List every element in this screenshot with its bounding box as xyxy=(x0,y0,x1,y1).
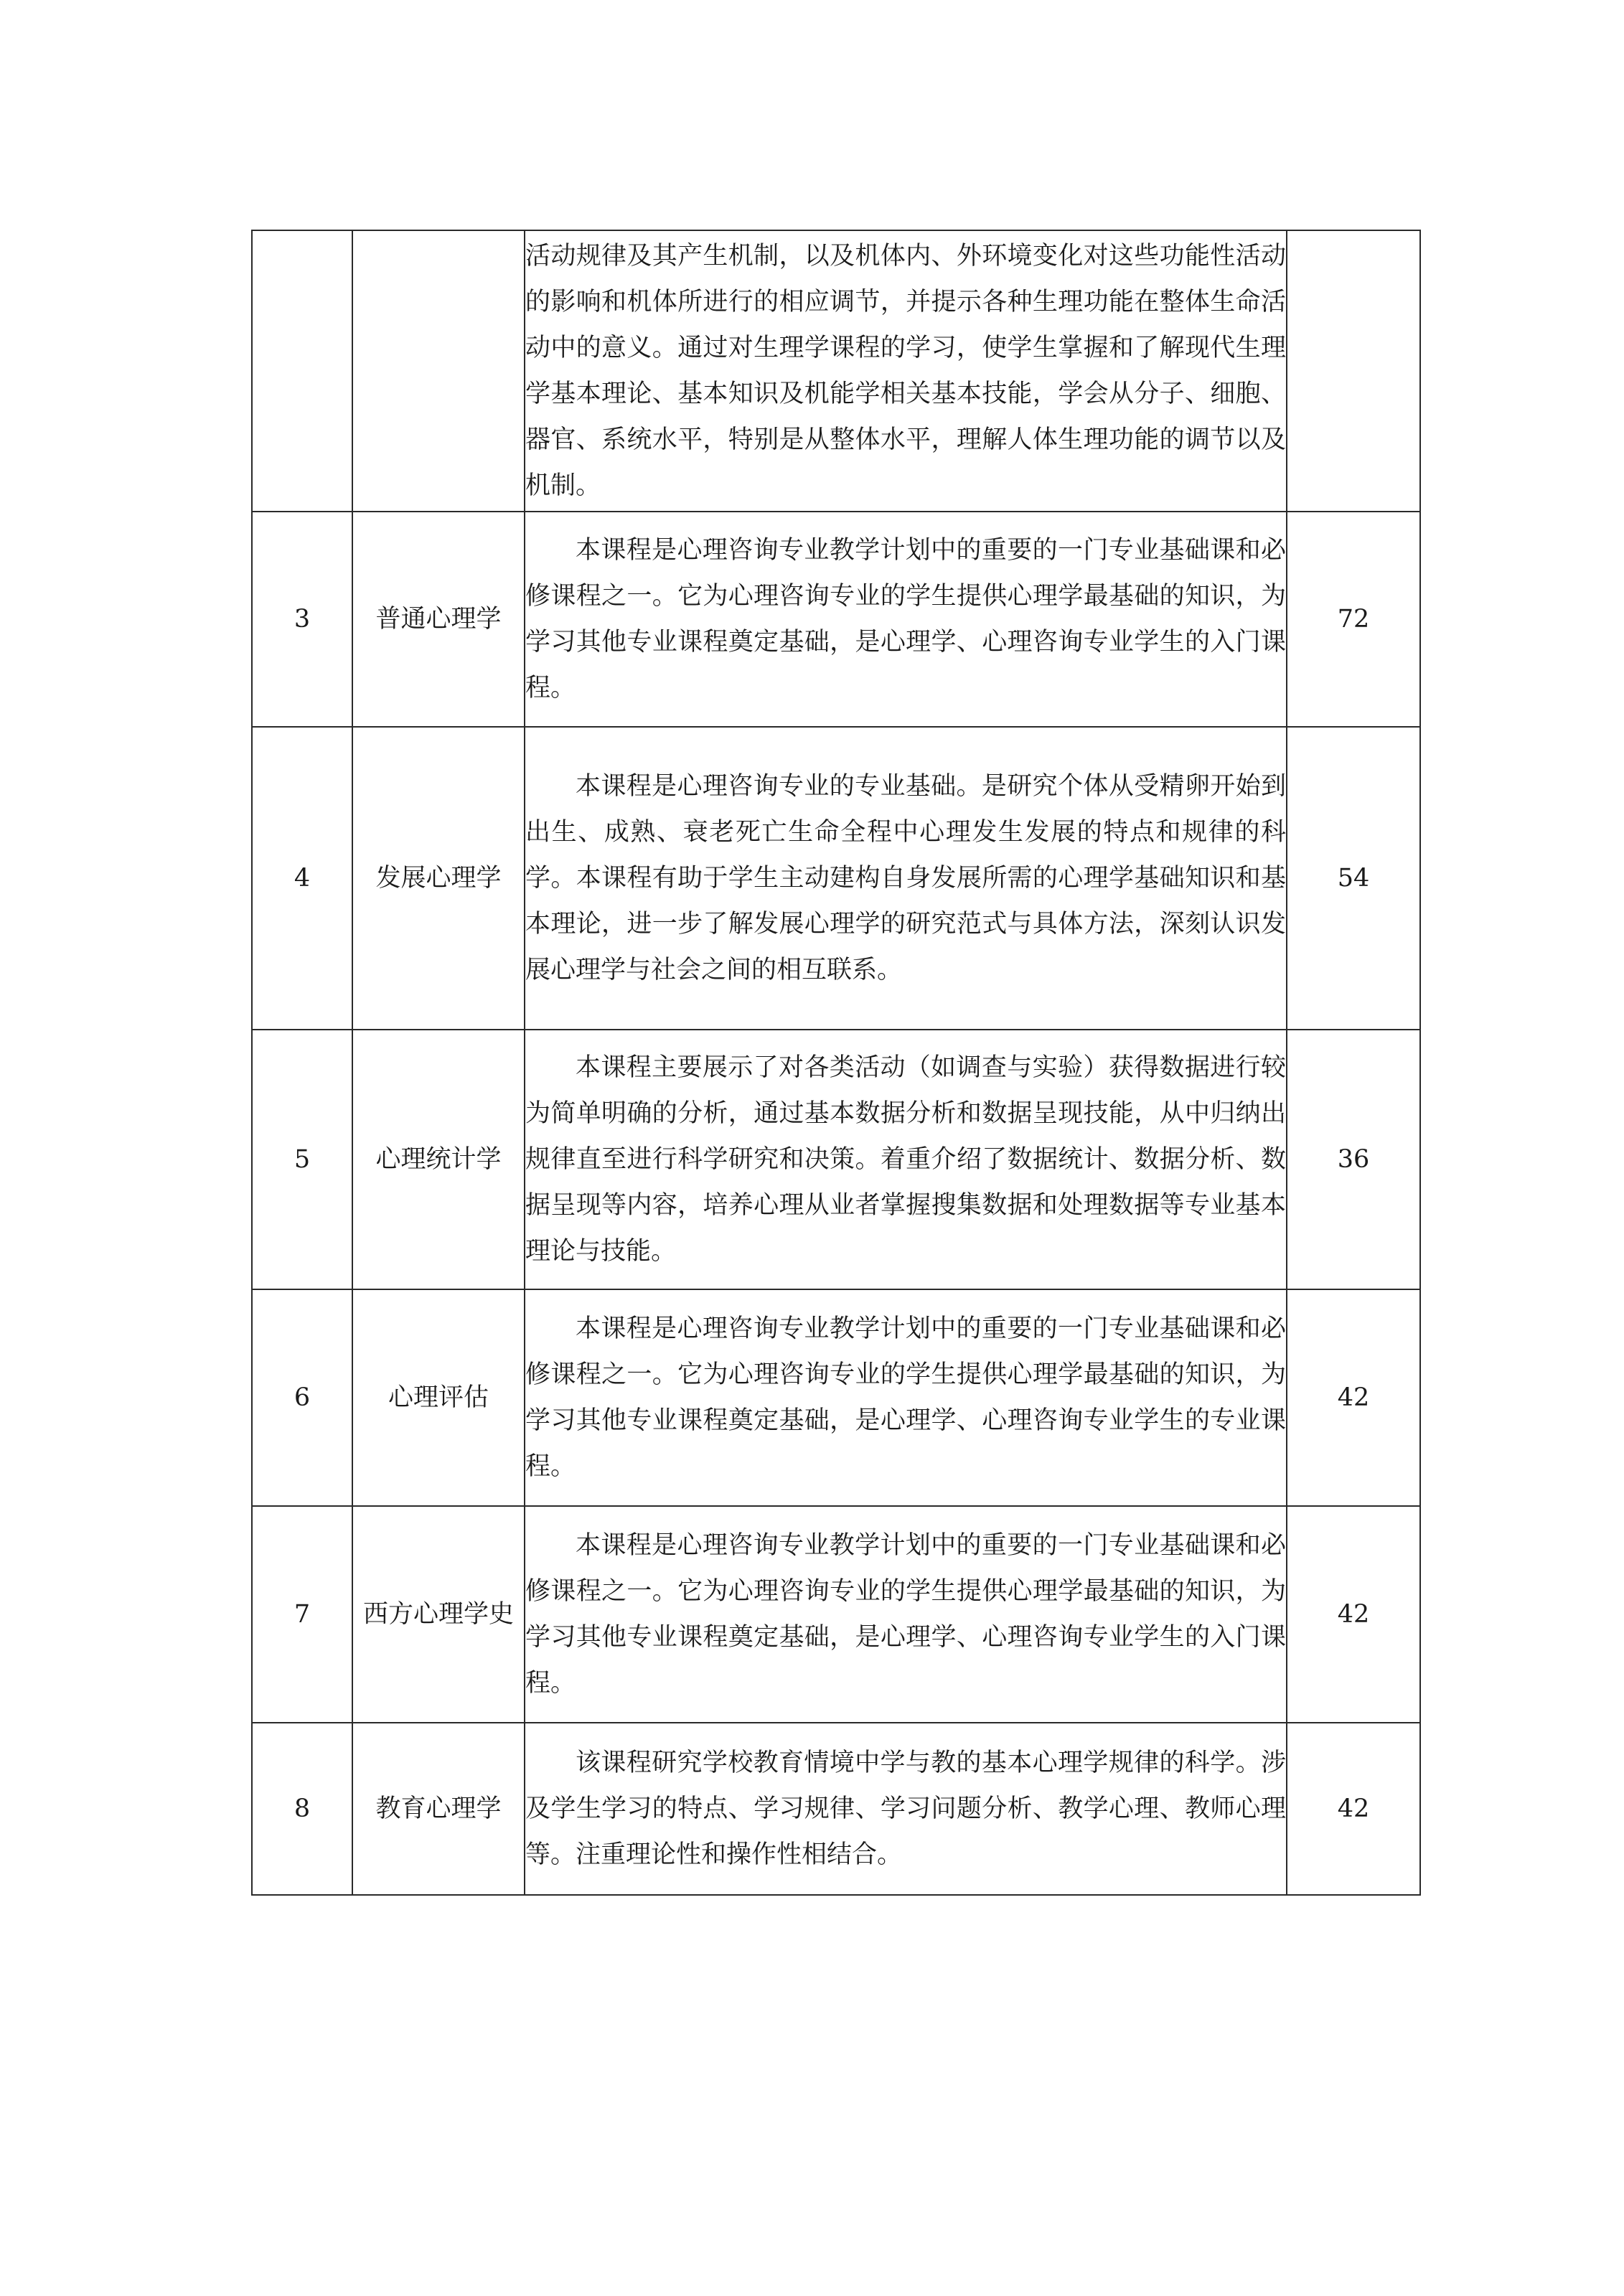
course-number xyxy=(252,230,352,512)
table-row xyxy=(252,727,1420,1030)
course-name: 西方心理学史 xyxy=(352,1506,525,1723)
course-name: 心理统计学 xyxy=(352,1030,525,1289)
course-hours: 54 xyxy=(1287,727,1420,1030)
course-hours: 42 xyxy=(1287,1289,1420,1506)
course-description-text: 活动规律及其产生机制，以及机体内、外环境变化对这些功能性活动的影响和机体所进行的相应调节，并提示各种生理功能在整体生命活动中的意义。通过对生理学课程的学习，使学生掌握和了解现代生理学基本理论、基本知识及机能学相关基本技能，学会从分子、细胞、器官、系统水平，特别是从整体水平，理解人体生理功能的调节以及机制。 xyxy=(525,242,1286,500)
course-description xyxy=(525,230,1287,512)
table-row xyxy=(252,230,1420,512)
course-name: 教育心理学 xyxy=(352,1723,525,1895)
course-description xyxy=(525,1723,1287,1895)
table-row xyxy=(252,1723,1420,1895)
course-description xyxy=(525,727,1287,1030)
table-row xyxy=(252,1289,1420,1506)
table-row xyxy=(252,1506,1420,1723)
course-hours xyxy=(1287,230,1420,512)
course-description-text: 本课程是心理咨询专业的专业基础。是研究个体从受精卵开始到出生、成熟、衰老死亡生命全程中心理发生发展的特点和规律的科学。本课程有助于学生主动建构自身发展所需的心理学基础知识和基本理论，进一步了解发展心理学的研究范式与具体方法，深刻认识发展心理学与社会之间的相互联系。 xyxy=(525,772,1286,984)
course-hours: 72 xyxy=(1287,512,1420,727)
course-number: 4 xyxy=(252,727,352,1030)
course-description-text: 本课程是心理咨询专业教学计划中的重要的一门专业基础课和必修课程之一。它为心理咨询专业的学生提供心理学最基础的知识，为学习其他专业课程奠定基础，是心理学、心理咨询专业学生的入门课程。 xyxy=(525,1531,1286,1698)
course-description xyxy=(525,1030,1287,1289)
course-description xyxy=(525,1506,1287,1723)
table-row xyxy=(252,1030,1420,1289)
course-name: 普通心理学 xyxy=(352,512,525,727)
course-hours: 42 xyxy=(1287,1506,1420,1723)
course-number: 5 xyxy=(252,1030,352,1289)
course-name: 发展心理学 xyxy=(352,727,525,1030)
table-row xyxy=(252,512,1420,727)
course-number: 6 xyxy=(252,1289,352,1506)
course-name: 心理评估 xyxy=(352,1289,525,1506)
course-description-text: 本课程是心理咨询专业教学计划中的重要的一门专业基础课和必修课程之一。它为心理咨询专业的学生提供心理学最基础的知识，为学习其他专业课程奠定基础，是心理学、心理咨询专业学生的入门课程。 xyxy=(525,536,1286,702)
course-description xyxy=(525,1289,1287,1506)
course-hours: 42 xyxy=(1287,1723,1420,1895)
course-hours: 36 xyxy=(1287,1030,1420,1289)
course-description-text: 本课程主要展示了对各类活动（如调查与实验）获得数据进行较为简单明确的分析，通过基本数据分析和数据呈现技能，从中归纳出规律直至进行科学研究和决策。着重介绍了数据统计、数据分析、数据呈现等内容，培养心理从业者掌握搜集数据和处理数据等专业基本理论与技能。 xyxy=(525,1053,1286,1266)
course-number: 8 xyxy=(252,1723,352,1895)
course-description-text: 该课程研究学校教育情境中学与教的基本心理学规律的科学。涉及学生学习的特点、学习规律、学习问题分析、教学心理、教师心理等。注重理论性和操作性相结合。 xyxy=(525,1749,1286,1869)
course-table xyxy=(251,230,1421,1896)
course-description xyxy=(525,512,1287,727)
course-description-text: 本课程是心理咨询专业教学计划中的重要的一门专业基础课和必修课程之一。它为心理咨询专业的学生提供心理学最基础的知识，为学习其他专业课程奠定基础，是心理学、心理咨询专业学生的专业课程。 xyxy=(525,1314,1286,1481)
course-name xyxy=(352,230,525,512)
course-number: 7 xyxy=(252,1506,352,1723)
course-number: 3 xyxy=(252,512,352,727)
